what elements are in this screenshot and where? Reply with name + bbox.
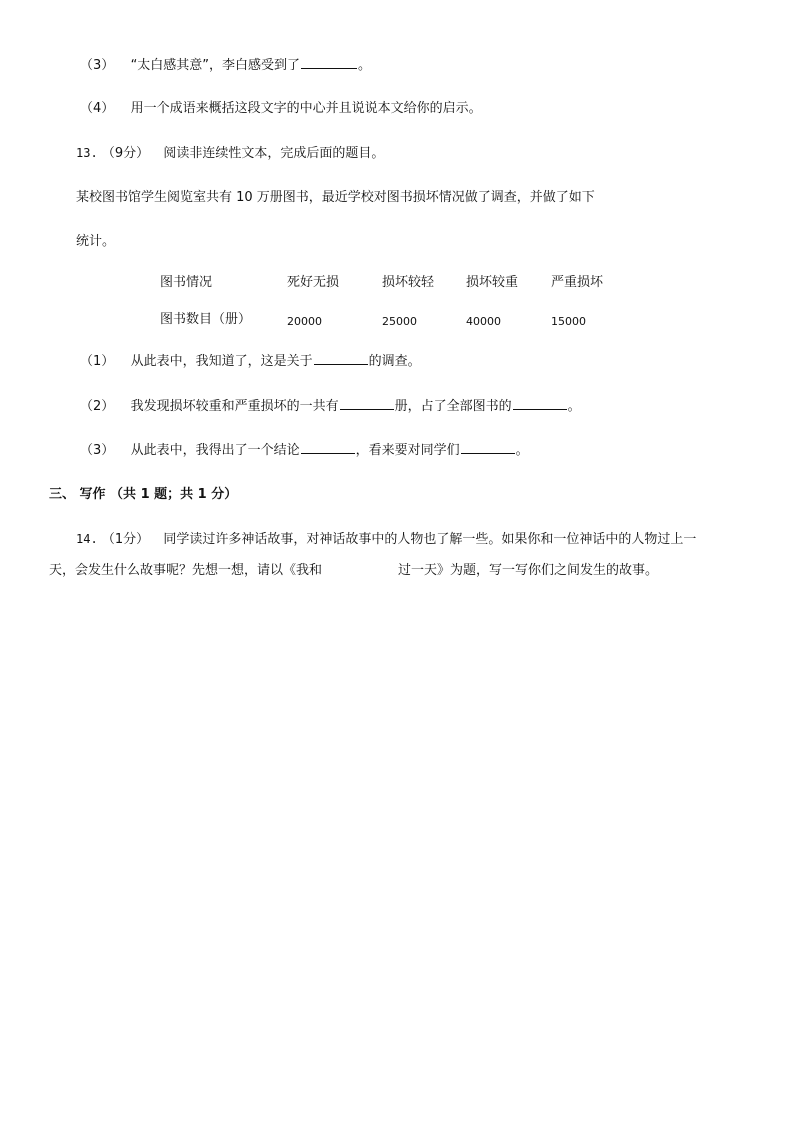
table-header-status: 图书情况 [160,275,213,290]
q13-sub3-mid: ，看来要对同学们 [355,443,460,458]
q14-text-line1: 同学读过许多神话故事，对神话故事中的人物也了解一些。如果你和一位神话中的人物过上一 [163,532,697,547]
q13-sub2-text: 我发现损坏较重和严重损坏的一共有 [130,399,339,414]
q14-score: （1分） [101,532,150,547]
q12-sub3-num: （3） [80,58,115,73]
table-value-heavy-damage: 40000 [466,315,501,328]
q14-text-line2a: 天，会发生什么故事呢？先想一想，请以《我和 [49,563,323,578]
table-header-heavy-damage: 损坏较重 [466,275,519,290]
q13-sub2-blank2[interactable] [513,397,567,410]
q14-text-line2b: 过一天》为题，写一写你们之间发生的故事。 [398,563,659,578]
q13-sub1-text: 从此表中，我知道了，这是关于 [130,354,313,369]
table-header-severe-damage: 严重损坏 [551,275,604,290]
table-value-light-damage: 25000 [382,315,417,328]
q12-sub4 [80,100,482,118]
q13-sub3 [80,441,529,459]
q12-sub3-end: 。 [358,58,372,73]
table-value-intact: 20000 [287,315,322,328]
q13-instruction: 阅读非连续性文本，完成后面的题目。 [163,146,385,161]
table-header-light-damage: 损坏较轻 [382,275,435,290]
q13-sub2-mid: 册，占了全部图书的 [394,399,512,414]
q13-score: （9分） [101,146,150,161]
q13-sub2-end: 。 [567,399,581,414]
q12-sub3-blank[interactable] [301,56,357,69]
q13-sub1-end: 的调查。 [368,354,421,369]
q13-sub2-blank1[interactable] [340,397,394,410]
q13-sub2-num: （2） [80,399,115,414]
q13-sub3-end: 。 [515,443,529,458]
q12-sub4-text: 用一个成语来概括这段文字的中心并且说说本文给你的启示。 [130,101,482,116]
q13-sub3-blank1[interactable] [301,441,355,454]
q13-sub1 [80,352,421,370]
q12-sub3 [80,56,371,74]
q13-sub3-blank2[interactable] [461,441,515,454]
q13-sub3-text: 从此表中，我得出了一个结论 [130,443,300,458]
q13-sub3-num: （3） [80,443,115,458]
q13-sub1-blank[interactable] [314,352,368,365]
table-row-label: 图书数目（册） [160,312,252,327]
q14-line1 [76,530,696,548]
q14-number: 14. [76,532,98,546]
section-3-heading: 三、 写作 （共 1 题；共 1 分） [49,487,238,502]
q12-sub3-text: “太白感其意”，李白感受到了 [130,58,301,73]
q13-passage-line2: 统计。 [76,234,116,249]
table-header-intact: 死好无损 [287,275,340,290]
q14-line2 [49,562,658,580]
q13-sub2 [80,397,581,415]
q13-passage-line1: 某校图书馆学生阅览室共有 10 万册图书，最近学校对图书损坏情况做了调查，并做了如下 [76,190,595,205]
q13-sub1-num: （1） [80,354,115,369]
q13-header [76,144,384,162]
q13-number: 13. [76,146,98,160]
table-value-severe-damage: 15000 [551,315,586,328]
q12-sub4-num: （4） [80,101,115,116]
